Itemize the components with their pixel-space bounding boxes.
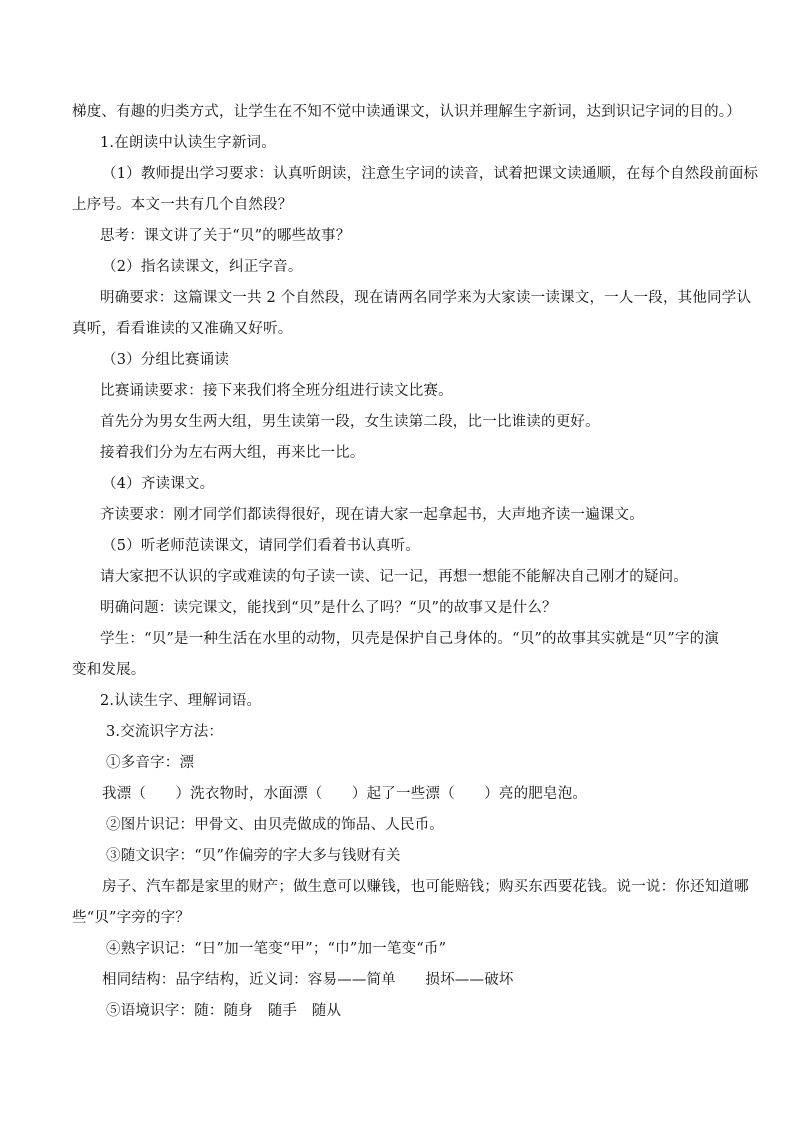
text-line: 真听，看看谁读的又准确又好听。	[72, 321, 293, 337]
text-line: 首先分为男女生两大组，男生读第一段，女生读第二段，比一比谁读的更好。	[100, 414, 600, 430]
text-line: 相同结构：品字结构，近义词：容易——简单 损坏——破坏	[102, 972, 514, 988]
section-heading: 1.在朗读中认读生字新词。	[100, 135, 276, 151]
text-line: 思考：课文讲了关于“贝”的哪些故事？	[100, 228, 351, 244]
text-line: 上序号。本文一共有几个自然段？	[72, 197, 293, 213]
text-line: 齐读要求：刚才同学们都读得很好，现在请大家一起拿起书，大声地齐读一遍课文。	[100, 507, 644, 523]
text-line: （3）分组比赛诵读	[102, 352, 230, 368]
text-line: 变和发展。	[72, 662, 146, 678]
section-heading: 3.交流识字方法：	[106, 724, 224, 740]
text-line: （1）教师提出学习要求：认真听朗读，注意生字词的读音，试着把课文读通顺，在每个自然段前面标	[102, 166, 759, 182]
text-line: 请大家把不认识的字或难读的句子读一读、记一记，再想一想能不能解决自己刚才的疑问。	[100, 569, 688, 585]
text-line: 比赛诵读要求：接下来我们将全班分组进行读文比赛。	[100, 383, 453, 399]
text-line: 房子、汽车都是家里的财产；做生意可以赚钱，也可能赔钱；购买东西要花钱。说一说：你还知道哪	[102, 879, 749, 895]
text-line: 明确问题：读完课文，能找到“贝”是什么了吗？“贝”的故事又是什么？	[100, 600, 557, 616]
text-line: ②图片识记：甲骨文、由贝壳做成的饰品、人民币。	[106, 817, 445, 833]
text-line: ①多音字：漂	[106, 755, 195, 771]
text-line: （4）齐读课文。	[102, 476, 215, 492]
section-heading: 2.认读生字、理解词语。	[100, 693, 262, 709]
text-line: 些“贝”字旁的字？	[72, 910, 191, 926]
text-line: 梯度、有趣的归类方式，让学生在不知不觉中读通课文，认识并理解生字新词，达到识记字词的目的。）	[72, 104, 741, 120]
text-line: ④熟字识记：“日”加一笔变“甲”；“巾”加一笔变“币”	[106, 941, 447, 957]
text-line: 学生：“贝”是一种生活在水里的动物，贝壳是保护自己身体的。“贝”的故事其实就是“贝”字的演	[100, 631, 719, 647]
text-line: ⑤语境识字：随：随身 随手 随从	[106, 1003, 342, 1019]
text-line: 接着我们分为左右两大组，再来比一比。	[100, 445, 365, 461]
text-line: ③随文识字：“贝”作偏旁的字大多与钱财有关	[106, 848, 401, 864]
text-line: 我漂（ ）洗衣物时，水面漂（ ）起了一些漂（ ）亮的肥皂泡。	[102, 786, 588, 802]
text-line: 明确要求：这篇课文一共 2 个自然段，现在请两名同学来为大家读一读课文，一人一段，其他同学认	[100, 290, 752, 306]
text-line: （2）指名读课文，纠正字音。	[102, 259, 303, 275]
text-line: （5）听老师范读课文，请同学们看着书认真听。	[102, 538, 421, 554]
